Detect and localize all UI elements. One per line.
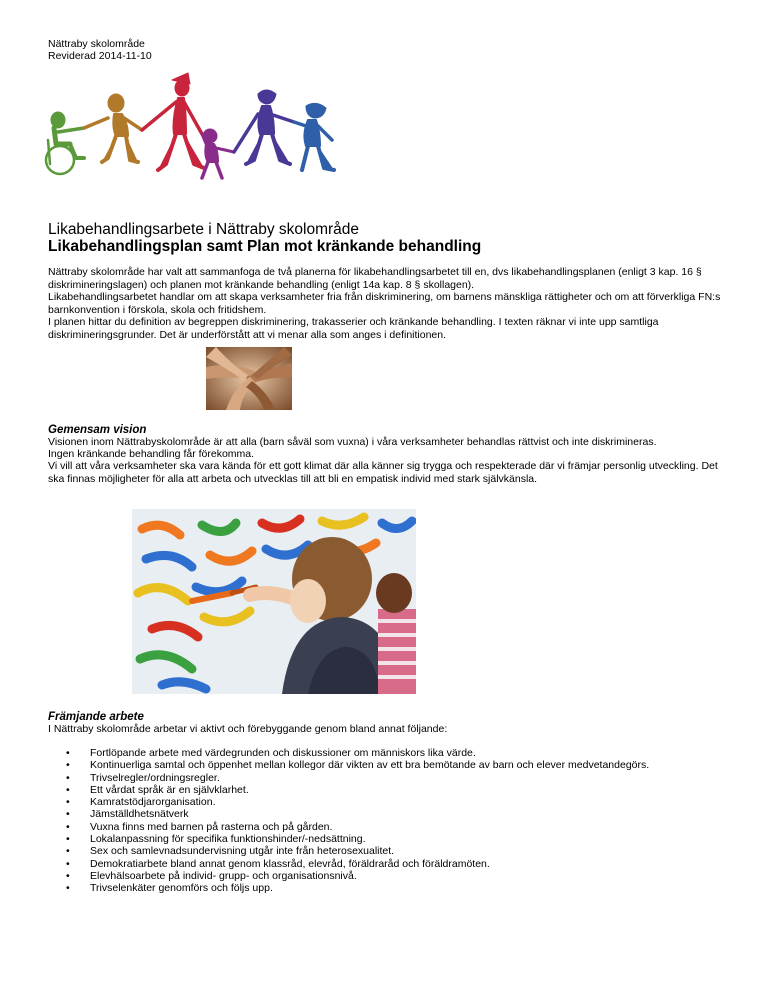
promo-heading: Främjande arbete	[48, 711, 144, 723]
header-revised: Reviderad 2014-11-10	[48, 50, 152, 62]
vision-paragraph-1: Visionen inom Nättrabyskolområde är att alla (barn såväl som vuxna) i våra verksamheter behandlas rättvist och inte diskrimineras.	[48, 436, 657, 448]
list-item: • Kontinuerliga samtal och öppenhet mellan kollegor där vikten av ett bra bemötande av barn och elever medvetandegörs.	[66, 759, 649, 771]
intro-paragraph-3: I planen hittar du definition av begreppen diskriminering, trakasserier och kränkande behandling. I texten räknar vi inte upp samtliga diskrimineringsgrunder. Det är underförstått att vi menar alla som anges i definitionen.	[48, 316, 659, 341]
children-holding-hands-icon	[44, 70, 349, 185]
hands-photo	[206, 347, 292, 410]
list-item: • Ett vårdat språk är en självklarhet.	[66, 784, 649, 796]
child-painting-photo	[132, 509, 416, 694]
vision-heading: Gemensam vision	[48, 424, 147, 436]
vision-paragraph-2: Ingen kränkande behandling får förekomma.	[48, 448, 255, 460]
list-item: • Jämställdhetsnätverk	[66, 808, 649, 820]
header-org: Nättraby skolområde	[48, 38, 145, 50]
list-item: • Vuxna finns med barnen på rasterna och på gården.	[66, 821, 649, 833]
document-title: Likabehandlingsarbete i Nättraby skolområde	[48, 221, 360, 238]
intro-paragraph-1: Nättraby skolområde har valt att sammanfoga de två planerna för likabehandlingsarbetet till en, dvs likabehandlingsplanen (enligt 3 kap. 16 § diskrimineringslagen) och planen mot kränkande behandling (enligt 14a kap. 8 § skollagen).	[48, 266, 702, 291]
list-item: • Trivselenkäter genomförs och följs upp.	[66, 882, 649, 894]
list-item: • Demokratiarbete bland annat genom klassråd, elevråd, föräldraråd och föräldramöten.	[66, 858, 649, 870]
list-item: • Sex och samlevnadsundervisning utgår inte från heterosexualitet.	[66, 845, 649, 857]
vision-paragraph-3: Vi vill att våra verksamheter ska vara kända för ett gott klimat där alla känner sig trygga och respekterade där vi främjar personlig utveckling. Det ska finnas möjligheter för alla att arbeta och utvecklas till att bli en empatisk individ med stark självkänsla.	[48, 460, 718, 485]
promo-intro: I Nättraby skolområde arbetar vi aktivt och förebyggande genom bland annat följande:	[48, 723, 448, 735]
promo-list	[66, 747, 649, 895]
list-item: • Elevhälsoarbete på individ- grupp- och organisationsnivå.	[66, 870, 649, 882]
document-subtitle: Likabehandlingsplan samt Plan mot kränkande behandling	[48, 238, 482, 255]
list-item: • Fortlöpande arbete med värdegrunden och diskussioner om människors lika värde.	[66, 747, 649, 759]
list-item: • Lokalanpassning för specifika funktionshinder/-nedsättning.	[66, 833, 649, 845]
intro-paragraph-2: Likabehandlingsarbetet handlar om att skapa verksamheter fria från diskriminering, om barnens mänskliga rättigheter och om att förverkliga FN:s barnkonvention i förskola, skola och fritidshem.	[48, 291, 721, 316]
list-item: • Trivselregler/ordningsregler.	[66, 772, 649, 784]
list-item: • Kamratstödjarorganisation.	[66, 796, 649, 808]
